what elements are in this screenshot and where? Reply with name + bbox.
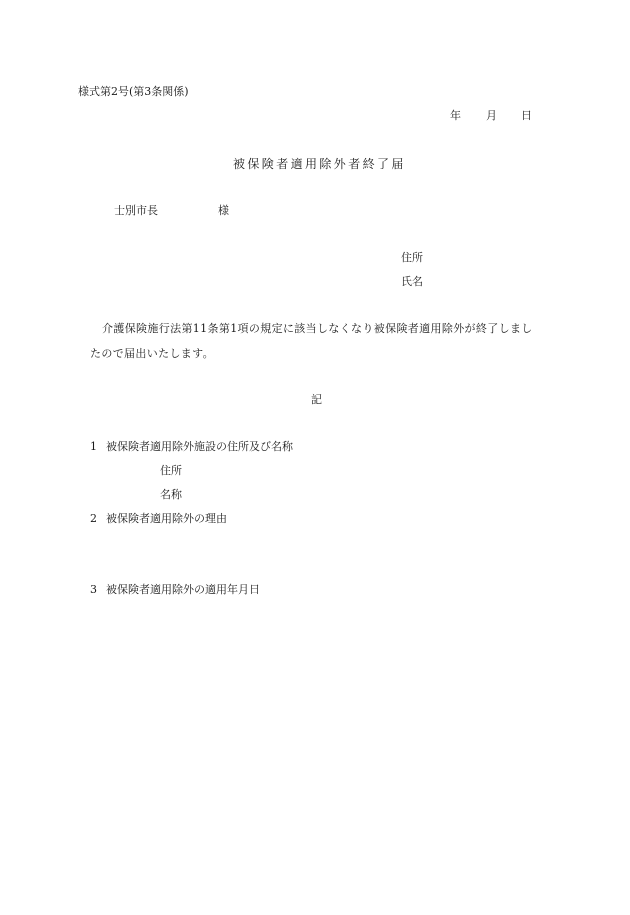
addressee-name: 士別市長 <box>114 204 158 217</box>
applicant-address-label: 住所 <box>401 251 423 264</box>
addressee-honorific: 様 <box>218 204 229 217</box>
facility-name-label: 名称 <box>160 488 182 501</box>
ki-heading: 記 <box>311 393 322 406</box>
body-text-line-2: たので届出いたします。 <box>90 347 214 360</box>
item-text: 被保険者適用除外の理由 <box>106 512 227 525</box>
form-number: 様式第2号(第3条関係) <box>78 85 189 98</box>
document-title: 被保険者適用除外者終了届 <box>233 157 406 171</box>
facility-address-label: 住所 <box>160 464 182 477</box>
item-text: 被保険者適用除外施設の住所及び名称 <box>106 440 293 453</box>
item-text: 被保険者適用除外の適用年月日 <box>106 583 260 596</box>
item-number: 3 <box>90 583 97 596</box>
body-text-line-1: 介護保険施行法第11条第1項の規定に該当しなくなり被保険者適用除外が終了しまし <box>102 322 533 335</box>
item-number: 1 <box>90 440 97 453</box>
date-day-label: 日 <box>521 109 532 122</box>
date-year-label: 年 <box>450 109 461 122</box>
applicant-name-label: 氏名 <box>401 275 423 288</box>
item-number: 2 <box>90 512 97 525</box>
date-month-label: 月 <box>486 109 497 122</box>
